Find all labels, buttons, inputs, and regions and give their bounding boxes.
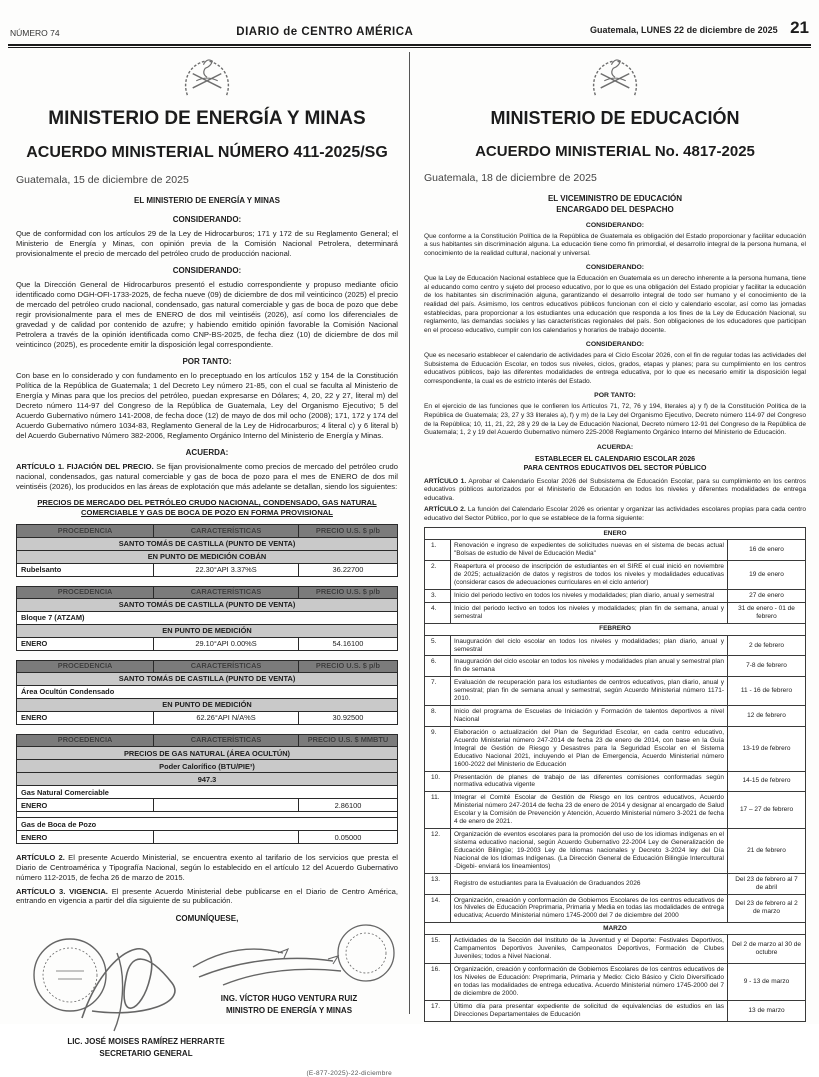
petro-table-4 <box>16 734 398 844</box>
table-row: Bloque 7 (ATZAM) <box>17 611 398 624</box>
table-row: PROCEDENCIA CARACTERÍSTICAS PRECIO U.S. $ p/b <box>17 525 398 537</box>
considerando-heading-r2: CONSIDERANDO: <box>585 264 645 272</box>
issuer-energia: EL MINISTERIO DE ENERGÍA Y MINAS <box>134 196 280 205</box>
articulo-3-text: El presente Acuerdo Ministerial debe publicarse en el Diario de Centro América, entrando en vigencia a partir del día siguiente de su publicación. <box>16 886 398 906</box>
acuerda-title-line2: PARA CENTROS EDUCATIVOS DEL SECTOR PÚBLICO <box>523 465 707 473</box>
coat-of-arms-icon <box>586 54 644 104</box>
coat-of-arms-icon <box>178 54 236 104</box>
calendar-activity-row: 8. Inicio del programa de Escuelas de Iniciación y Formación de talentos deportivos a nivel Nacional 12 de febrero <box>425 706 806 727</box>
price-table-title: PRECIOS DE MERCADO DEL PETRÓLEO CRUDO NACIONAL, CONDENSADO, GAS NATURAL COMERCIABLE Y GAS DE BOCA DE POZO EN FORMA PROVISIONAL <box>37 497 377 518</box>
newspaper-title: DIARIO de CENTRO AMÉRICA <box>236 26 414 38</box>
por-tanto-heading-r: POR TANTO: <box>594 392 636 400</box>
calendar-activity-row: 2. Reapertura el proceso de inscripción de estudiantes en el SIRE el cual inició en noviembre de 2025; actualización de datos y registros de todos los niveles y modalidades educativas (considerar casos de adecuaciones curriculares en el ciclo anterior) 19 de enero <box>425 561 806 590</box>
table-row: EN PUNTO DE MEDICIÓN <box>17 698 398 711</box>
por-tanto-heading: POR TANTO: <box>182 357 232 367</box>
calendar-activity-row: 17. Último día para presentar expediente de solicitud de equivalencias de estudios en las Direcciones Departamentales de Educación 13 de marzo <box>425 1000 806 1021</box>
calendar-activity-row: 15. Actividades de la Sección del Instituto de la Juventud y el Deporte: Festivales Deportivos, Campamentos Deportivos Juveniles, Campeonatos Deportivos, Formación de Clubes Juveniles; todos a Nivel Nacional. Del 2 de marzo al 30 de octubre <box>425 935 806 964</box>
table-row: ENERO 29.10°API 0.00%S 54.16100 <box>17 637 398 650</box>
articulo-3-lead: ARTÍCULO 3. VIGENCIA. <box>16 886 108 896</box>
doc-date-energia: Guatemala, 15 de diciembre de 2025 <box>16 174 189 186</box>
table-row: PRECIOS DE GAS NATURAL (ÁREA OCULTÚN) <box>17 747 398 760</box>
articulo-2-r-lead: ARTÍCULO 2. <box>424 506 466 514</box>
minister-title: MINISTRO DE ENERGÍA Y MINAS <box>225 1005 353 1015</box>
calendar-activity-row: 4. Inicio del periodo lectivo en todos los niveles y modalidades; plan fin de semana, anual y semestral 31 de enero - 01 de febrero <box>425 602 806 623</box>
considerando-heading-2: CONSIDERANDO: <box>172 266 242 276</box>
table-row: SANTO TOMÁS DE CASTILLA (PUNTO DE VENTA) <box>17 672 398 685</box>
articulo-2 <box>16 853 398 883</box>
table-row: ENERO 2.86100 <box>17 799 398 812</box>
table-row: Gas de Boca de Pozo <box>17 818 398 831</box>
issuer-educacion <box>424 194 806 216</box>
issuer-line-1: EL VICEMINISTRO DE EDUCACIÓN <box>547 194 683 203</box>
page-number: 21 <box>790 18 809 37</box>
por-tanto-text-r: En el ejercicio de las funciones que le confieren los Artículos 71, 72, 76 y 194, literales a) y f) de la Constitución Política de la República de Guatemala; 23, 27 y 33 literales a), f) y m) de la Ley del Organismo Ejecutivo, Decreto número 114-97 del Congreso de la República; 10, 11, 21, 22, 28 y 29 de la Ley de Educación Nacional, Decreto número 12-91 del Congreso de la República de Guatemala; 1, 2 y 19 del Acuerdo Gubernativo número 225-2008 Reglamento Orgánico Interno del Ministerio de Educación. <box>424 403 806 437</box>
petro-table-2 <box>16 586 398 651</box>
publication-code: (E-877-2025)-22-diciembre <box>306 1070 392 1077</box>
considerando-heading-r1: CONSIDERANDO: <box>585 221 645 229</box>
acuerdo-number-energia: ACUERDO MINISTERIAL NÚMERO 411-2025/SG <box>26 144 388 161</box>
calendar-activity-row: 10. Presentación de planes de trabajo de las diferentes comisiones conformadas según normativa educativa vigente 14-15 de febrero <box>425 771 806 792</box>
issue-number: NÚMERO 74 <box>10 28 60 38</box>
secretary-title: SECRETARIO GENERAL <box>99 1048 193 1058</box>
column-educacion <box>424 52 806 1022</box>
calendar-activity-row: 3. Inicio del periodo lectivo en todos los niveles y modalidades; plan diario, anual y semestral 27 de enero <box>425 589 806 602</box>
considerando-r1: Que conforme a la Constitución Política de la República de Guatemala es obligación del Estado proporcionar y facilitar educación a sus habitantes sin discriminación alguna. La educación tiene como fin primordial, el desarrollo integral de la persona humana, el conocimiento de la realidad cultural, nacional y universal. <box>424 232 806 257</box>
masthead-rule <box>8 44 811 48</box>
calendar-activity-row: 16. Organización, creación y conformación de Gobiernos Escolares de los centros educativos de los Niveles de Educación: Preprimaria, Primaria y Medio: Ciclo Básico y Ciclo Diversificado en todas las modalidades de entrega educativa. Acuerdo Ministerial número 1745-2000 del 7 de diciembre de 2000. 9 - 13 de marzo <box>425 963 806 1000</box>
considerando-1: Que de conformidad con los artículos 29 de la Ley de Hidrocarburos; 171 y 172 de su Reglamento General; el Ministerio de Energía y Minas, con opinión previa de la Comisión Nacional Petrolera, determinará provisionalmente el precio de mercado del petróleo crudo de producción nacional. <box>16 228 398 258</box>
masthead-dateline: Guatemala, LUNES 22 de diciembre de 2025 <box>590 25 778 35</box>
minister-name: ING. VÍCTOR HUGO VENTURA RUIZ <box>220 994 358 1004</box>
table-row: SANTO TOMÁS DE CASTILLA (PUNTO DE VENTA) <box>17 537 398 550</box>
minister-signature-name <box>184 993 394 1016</box>
articulo-2-lead: ARTÍCULO 2. <box>16 853 65 863</box>
table-row: SANTO TOMÁS DE CASTILLA (PUNTO DE VENTA) <box>17 598 398 611</box>
column-divider <box>409 52 410 1014</box>
calendar-activity-row: 5. Inauguración del ciclo escolar en todos los niveles y modalidades; plan diario, anual y semestral 2 de febrero <box>425 635 806 656</box>
articulo-3 <box>16 887 398 907</box>
calendar-activity-row: 7. Evaluación de recuperación para los estudiantes de centros educativos, plan diario, anual y semestral; plan fin de semana anual y semestral, según Acuerdo Ministerial número 1171-2010. 11 - 16 de febrero <box>425 677 806 706</box>
petro-table-1 <box>16 524 398 576</box>
articulo-1-r-text: Aprobar el Calendario Escolar 2026 del Subsistema de Educación Escolar, para su cumplimiento en los centros educativos públicos autorizados por el Ministerio de Educación en todos los niveles y diferentes modalidades de entrega educativa. <box>424 477 806 502</box>
considerando-r2: Que la Ley de Educación Nacional establece que la Educación en Guatemala es un derecho inherente a la persona humana, tiene al educando como centro y sujeto del proceso educativo, por lo que es una obligación del Estado propiciar y facilitar la educación de los habitantes sin discriminación alguna, garantizando el desarrollo integral de todo ser humano y el conocimiento de la realidad del país. Asimismo, los centros educativos públicos funcionan con el ciclo y calendario escolar, así como las jornadas establecidas, para proporcionar a los estudiantes una educación que responda a los fines de la Ley de Educación Nacional, su reglamento, las demandas sociales y las características regionales del país. Son obligaciones de los educadores que participan en el proceso educativo, cumplir con los calendarios y horarios de trabajo docente. <box>424 275 806 334</box>
secretary-signature-name <box>36 1036 256 1059</box>
table-row: PROCEDENCIA CARACTERÍSTICAS PRECIO U.S. $ p/b <box>17 586 398 598</box>
calendar-activity-row: 1. Renovación e ingreso de expedientes de solicitudes nuevas en el sistema de becas actual "Bolsas de estudio de Nivel de Educación Media" 16 de enero <box>425 540 806 561</box>
acuerda-title-line1: ESTABLECER EL CALENDARIO ESCOLAR 2026 <box>535 455 695 463</box>
considerando-r3: Que es necesario establecer el calendario de actividades para el Ciclo Escolar 2026, con el fin de regular todas las actividades del Subsistema de Educación Escolar, en todos sus niveles, ciclos, grados, etapas y planes; para su cumplimiento en los centros educativos públicos, bajo las diferentes modalidades de entrega educativa, por lo que es necesario emitir la disposición legal correspondiente, la cual es de estricto interés del Estado. <box>424 352 806 385</box>
doc-date-educacion: Guatemala, 18 de diciembre de 2025 <box>424 172 597 184</box>
table-row: PROCEDENCIA CARACTERÍSTICAS PRECIO U.S. $ p/b <box>17 660 398 672</box>
calendar-month-row: MARZO <box>425 923 806 935</box>
masthead <box>10 18 809 41</box>
articulo-2-r-text: La función del Calendario Escolar 2026 es orientar y organizar las actividades escolares propias para cada centro educativo del Sector Público, por lo que se establece de la forma siguiente: <box>424 506 806 522</box>
por-tanto-text: Con base en lo considerado y con fundamento en lo preceptuado en los artículos 152 y 154 de la Constitución Política de la República de Guatemala; 1 del Decreto Ley número 21-85, con el cual se faculta al Ministerio de Energía y Minas para que los precios del petróleo, puedan expresarse en Dólares; 4, 20, 22 y 27, literal m) del Decreto número 114-97 del Congreso de la República de Guatemala, Ley del Organismo Ejecutivo; 5 del Acuerdo Gubernativo número 141-2008, de fecha doce (12) de mayo de dos mil ocho (2008); 171, 172 y 174 del Acuerdo Gubernativo número 1034-83, Reglamento General de la Ley de Hidrocarburos; 4 literal c) y 6 literal b) del Acuerdo Gubernativo Número 382-2006, Reglamento Orgánico Interno del Ministerio de Energía y Minas. <box>16 371 398 440</box>
articulo-2-r <box>424 506 806 523</box>
calendar-activity-row: 9. Elaboración o actualización del Plan de Seguridad Escolar, en cada centro educativo, Acuerdo Ministerial número 247-2014 de fecha 23 de enero de 2014, con base en la Guía Integral de Gestión de Riesgo y Desastres para la Seguridad Escolar en el Sistema Educativo Nacional 2021, incluyendo el Plan de Emergencia, Acuerdo Ministerial número 1600-2022 del Ministerio de Educación 13-19 de febrero <box>425 726 806 771</box>
acuerda-heading-r: ACUERDA: <box>596 443 634 451</box>
considerando-2: Que la Dirección General de Hidrocarburos presentó el estudio correspondiente y propuso mediante oficio identificado como DGH-OFI-1733-2025, de fecha nueve (09) de diciembre de dos mil veinticinco (2025) el precio de mercado del petróleo crudo nacional, condensado, gas natural comerciable y gas de boca de pozo que debe regir provisionalmente para el mes de ENERO de dos mil veintiséis (2026), así como los diferenciales de gravedad y de calidad por contenido de azufre; y habiendo emitido opinión favorable la Comisión Nacional Petrolera a través de la opinión identificada como CNP-BS-2025, de fecha diez (10) de diciembre de dos mil veinticinco (2025), es procedente emitir la disposición legal correspondiente. <box>16 280 398 349</box>
table-row: 947.3 <box>17 773 398 786</box>
masthead-right <box>590 18 809 38</box>
calendar-month-row: FEBRERO <box>425 623 806 635</box>
table-row: Área Ocultún Condensado <box>17 685 398 698</box>
petro-table-3 <box>16 660 398 725</box>
table-row: EN PUNTO DE MEDICIÓN COBÁN <box>17 550 398 563</box>
ministry-title-educacion: MINISTERIO DE EDUCACIÓN <box>490 108 740 128</box>
calendar-activity-row: 12. Organización de eventos escolares para la promoción del uso de los idiomas indígenas en el sistema educativo nacional, según Acuerdo Gubernativo 22-2004 Ley de Generalización de Educación Bilingüe; 19-2003 Ley de Idiomas nacionales y Decreto 3-2024 ley del Día Nacional de los Idiomas Indígenas. (La Dirección General de Educación Bilingüe Intercultural -Digebi- enviará los lineamientos) 21 de febrero <box>425 829 806 874</box>
table-row: PROCEDENCIA CARACTERÍSTICAS PRECIO U.S. $ MMBTU <box>17 734 398 746</box>
table-row: ENERO 0.05000 <box>17 831 398 844</box>
calendar-activity-row: 6. Inauguración del ciclo escolar en todos los niveles y modalidades plan anual y semestral plan fin de semana 7-8 de febrero <box>425 656 806 677</box>
calendar-activity-row: 14. Organización, creación y conformación de Gobiernos Escolares de los centros educativos de los Niveles de Educación Preprimaria, Primaria y Media en todas las modalidades de entrega educativa; Acuerdo Ministerial número 1745-2000 del 7 de diciembre del 2000 Del 23 de febrero al 2 de marzo <box>425 894 806 923</box>
calendar-activity-row: 13. Registro de estudiantes para la Evaluación de Graduandos 2026 Del 23 de febrero al 7 de abril <box>425 873 806 894</box>
considerando-heading-r3: CONSIDERANDO: <box>585 341 645 349</box>
minister-stamp-and-signature-icon <box>183 919 398 999</box>
acuerda-heading: ACUERDA: <box>185 448 229 458</box>
articulo-1-lead: ARTÍCULO 1. FIJACIÓN DEL PRECIO. <box>16 462 154 472</box>
calendar-table <box>424 527 806 1021</box>
acuerda-title <box>424 455 806 474</box>
table-row: Gas Natural Comerciable <box>17 786 398 799</box>
table-row: Rubelsanto 22.30°API 3.37%S 36.22700 <box>17 563 398 576</box>
calendar-month-row: ENERO <box>425 528 806 540</box>
ministry-title-energia: MINISTERIO DE ENERGÍA Y MINAS <box>48 108 366 129</box>
table-row: Poder Calorífico (BTU/PIE³) <box>17 760 398 773</box>
table-row: ENERO 62.26°API N/A%S 30.92500 <box>17 711 398 724</box>
articulo-1-r <box>424 478 806 504</box>
articulo-1 <box>16 462 398 492</box>
articulo-1-text: Se fijan provisionalmente como precios de mercado del petróleo crudo nacional, condensados, gas natural comerciable y gas de boca de pozo para el mes de ENERO de dos mil veintiséis (2026), los producidos en las áreas de explotación que más adelante se detallan, siendo los siguientes: <box>16 462 398 492</box>
articulo-2-text: El presente Acuerdo Ministerial, se encuentra exento al tarifario de los servicios que presta el Diario de Centroamérica y Tipografía Nacional, según lo establecido en el artículo 12 del Acuerdo Gubernativo número 112-2015, de fecha 26 de marzo de 2015. <box>16 853 398 882</box>
calendar-activity-row: 11. Integrar el Comité Escolar de Gestión de Riesgo en los centros educativos, Acuerdo Ministerial número 247-2014 de fecha 23 de enero de 2014 y designar al encargado de Salud Escolar y la Comisión de Prevención y Atención, Acuerdo Ministerial número 3-2021 de fecha 4 de enero de 2021. 17 – 27 de febrero <box>425 792 806 829</box>
considerando-heading: CONSIDERANDO: <box>172 214 242 224</box>
column-energia-minas <box>16 52 398 1077</box>
issuer-line-2: ENCARGADO DEL DESPACHO <box>556 204 674 214</box>
acuerdo-number-educacion: ACUERDO MINISTERIAL No. 4817-2025 <box>475 143 755 160</box>
articulo-1-r-lead: ARTÍCULO 1. <box>424 477 467 485</box>
secretary-name: LIC. JOSÉ MOISES RAMÍREZ HERRARTE <box>67 1037 225 1047</box>
signatures-block <box>16 929 398 1077</box>
table-row: EN PUNTO DE MEDICIÓN <box>17 624 398 637</box>
comuniquese: COMUNÍQUESE, <box>175 914 239 924</box>
